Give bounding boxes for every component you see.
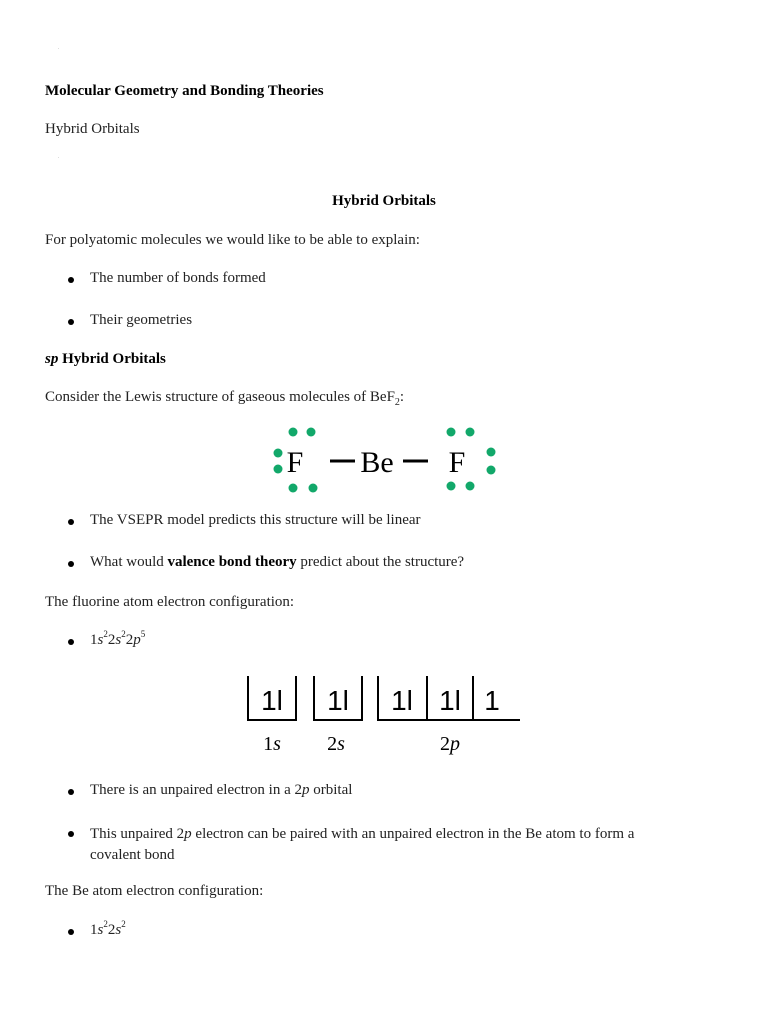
electron-pair-2s: 1l	[327, 685, 349, 716]
cfg-n: 2	[107, 632, 116, 648]
bullet-vsepr: The VSEPR model predicts this structure will be linear	[90, 512, 421, 528]
fluorine-orbital-diagram	[240, 668, 530, 760]
lone-pair-electron	[289, 484, 298, 493]
scan-speck	[58, 157, 59, 158]
lone-pair-electron	[307, 428, 316, 437]
unpaired-emph: p	[302, 782, 310, 798]
fluorine-intro: The fluorine atom electron configuration:	[45, 594, 295, 610]
lone-pair-electron	[447, 428, 456, 437]
cfg-e: 2	[103, 919, 108, 929]
sp-heading-rest: Hybrid Orbitals	[58, 351, 166, 367]
orbital-label-2s	[327, 733, 345, 755]
pairing-emph: p	[184, 826, 192, 842]
vb-pre: What would	[90, 554, 168, 570]
lone-pair-electron	[487, 448, 496, 457]
cfg-l: s	[97, 632, 104, 648]
cfg-l: s	[115, 632, 122, 648]
bullet-marker	[68, 929, 74, 935]
bullet-valence-bond	[90, 554, 464, 571]
cfg-e: 5	[140, 629, 146, 639]
label-l: p	[450, 733, 460, 755]
lone-pair-electron	[466, 482, 475, 491]
bullet-marker	[68, 639, 74, 645]
lewis-intro-colon: :	[399, 389, 405, 405]
lone-pair-electron	[487, 466, 496, 475]
cfg-n: 2	[125, 632, 134, 648]
lone-pair-electron	[274, 449, 283, 458]
lone-pair-electron	[274, 465, 283, 474]
be-configuration	[90, 919, 126, 939]
label-n: 2	[327, 733, 338, 755]
cfg-n: 1	[90, 632, 98, 648]
section-heading: Hybrid Orbitals	[332, 193, 436, 209]
lewis-atom-right-f: F	[448, 446, 466, 479]
label-l: s	[273, 733, 281, 755]
cfg-e: 2	[121, 629, 126, 639]
cfg-l: s	[115, 922, 122, 938]
scan-speck	[58, 48, 59, 49]
electron-single-2p-3: 1	[484, 685, 500, 716]
unpaired-post: orbital	[309, 782, 353, 798]
bullet-bonds-formed: The number of bonds formed	[90, 270, 266, 286]
cfg-l: s	[97, 922, 104, 938]
pairing-line2: covalent bond	[90, 847, 175, 863]
bullet-unpaired-electron	[90, 782, 352, 799]
intro-paragraph: For polyatomic molecules we would like to be able to explain:	[45, 232, 420, 248]
sp-heading	[45, 351, 166, 368]
be-intro: The Be atom electron configuration:	[45, 883, 264, 899]
lone-pair-electron	[309, 484, 318, 493]
bullet-marker	[68, 319, 74, 325]
lewis-intro-text: Consider the Lewis structure of gaseous molecules of BeF	[45, 389, 395, 405]
document-subtitle: Hybrid Orbitals	[45, 121, 140, 137]
electron-pair-1s: 1l	[261, 685, 283, 716]
vb-bold: valence bond theory	[167, 554, 297, 570]
cfg-n: 1	[90, 922, 98, 938]
bullet-pairing	[90, 824, 634, 866]
cfg-n: 2	[107, 922, 116, 938]
pairing-post: electron can be paired with an unpaired electron in the Be atom to form a	[191, 826, 635, 842]
bullet-geometries: Their geometries	[90, 312, 193, 328]
bullet-marker	[68, 561, 74, 567]
electron-pair-2p-2: 1l	[439, 685, 461, 716]
fluorine-configuration	[90, 629, 146, 649]
pairing-pre: This unpaired 2	[90, 826, 185, 842]
cfg-l: p	[133, 632, 141, 648]
bullet-marker	[68, 831, 74, 837]
lone-pair-electron	[289, 428, 298, 437]
lewis-intro-subscript: 2	[394, 397, 400, 408]
document-title: Molecular Geometry and Bonding Theories	[45, 83, 324, 99]
lone-pair-electron	[447, 482, 456, 491]
vb-post: predict about the structure?	[296, 554, 465, 570]
orbital-label-2p	[440, 733, 460, 755]
lewis-atom-be: Be	[360, 446, 394, 479]
orbital-label-1s	[263, 733, 281, 755]
lewis-intro	[45, 389, 404, 408]
cfg-e: 2	[121, 919, 126, 929]
lone-pair-electron	[466, 428, 475, 437]
cfg-e: 2	[103, 629, 108, 639]
unpaired-pre: There is an unpaired electron in a 2	[90, 782, 302, 798]
lewis-structure-bef2	[255, 420, 515, 496]
electron-pair-2p-1: 1l	[391, 685, 413, 716]
label-l: s	[337, 733, 345, 755]
sp-heading-emph: sp	[45, 351, 59, 367]
bullet-marker	[68, 519, 74, 525]
bullet-marker	[68, 789, 74, 795]
label-n: 2	[440, 733, 450, 755]
bullet-marker	[68, 277, 74, 283]
label-n: 1	[263, 733, 274, 755]
lewis-atom-left-f: F	[286, 446, 304, 479]
